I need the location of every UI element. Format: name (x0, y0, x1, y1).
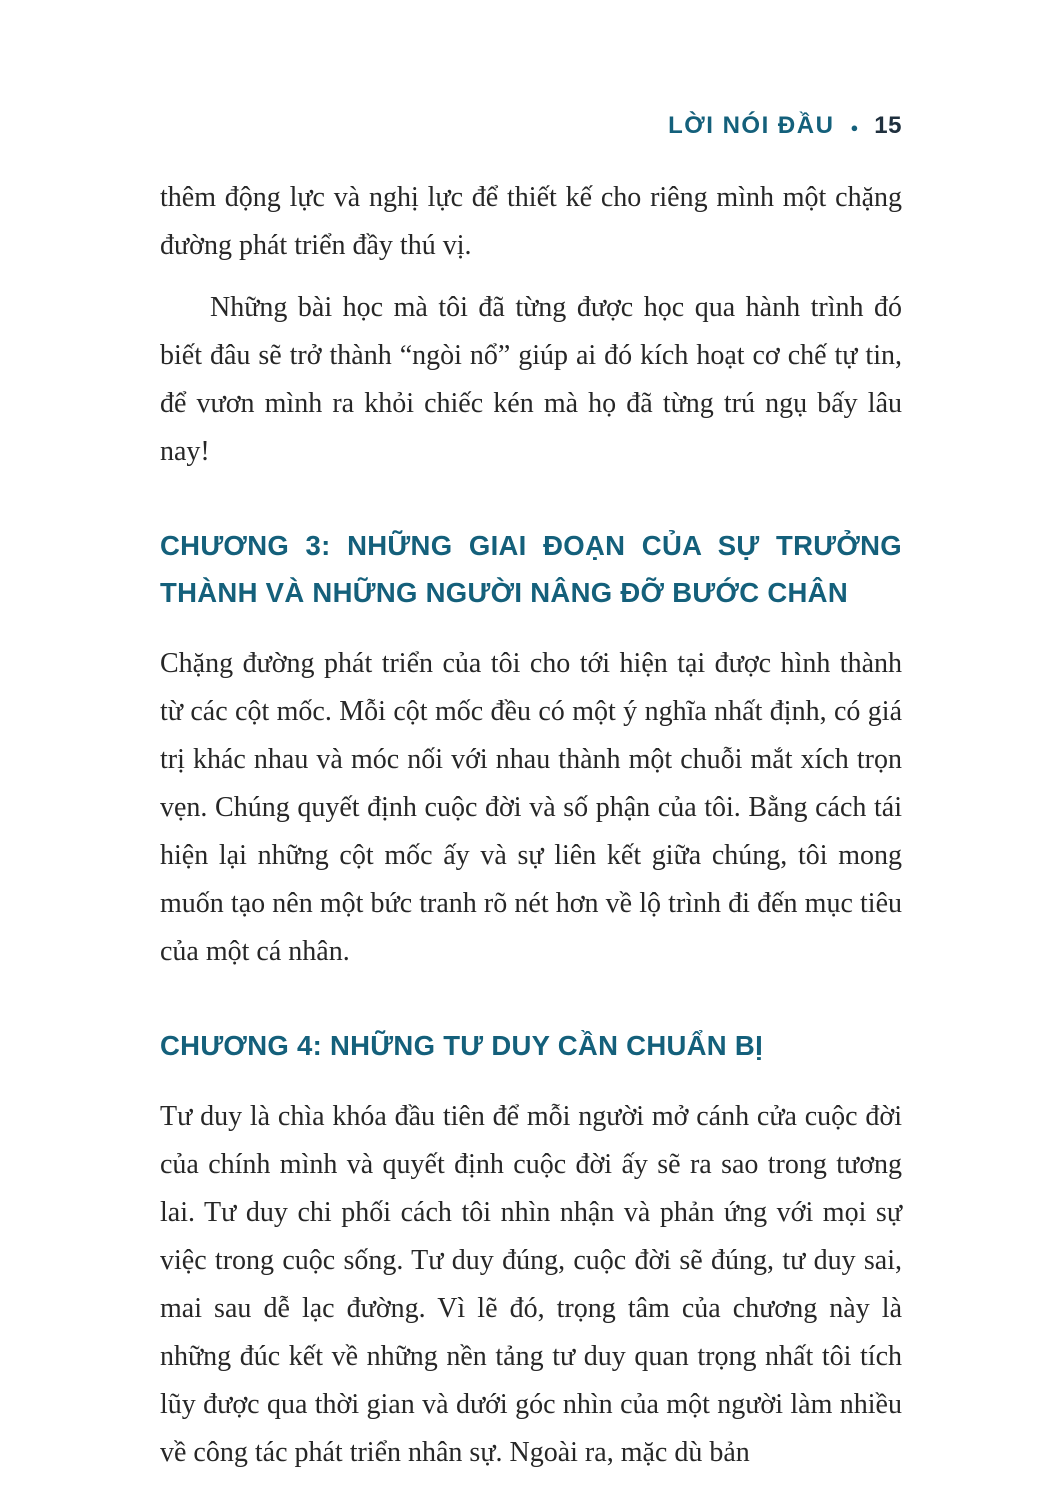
page-body (160, 174, 902, 1477)
running-header (160, 112, 902, 140)
chapter-3-heading: CHƯƠNG 3: NHỮNG GIAI ĐOẠN CỦA SỰ TRƯỞNG THÀNH VÀ NHỮNG NGƯỜI NÂNG ĐỠ BƯỚC CHÂN (160, 530, 902, 608)
paragraph: Tư duy là chìa khóa đầu tiên để mỗi người mở cánh cửa cuộc đời của chính mình và quyết định cuộc đời ấy sẽ ra sao trong tương lai. Tư duy chi phối cách tôi nhìn nhận và phản ứng với mọi sự việc trong cuộc sống. Tư duy đúng, cuộc đời sẽ đúng, tư duy sai, mai sau dễ lạc đường. Vì lẽ đó, trọng tâm của chương này là những đúc kết về những nền tảng tư duy quan trọng nhất tôi tích lũy được qua thời gian và dưới góc nhìn của một người làm nhiều về công tác phát triển nhân sự. Ngoài ra, mặc dù bản (160, 1101, 902, 1468)
paragraph-continuation: thêm động lực và nghị lực để thiết kế cho riêng mình một chặng đường phát triển đầy thú vị. (160, 182, 902, 261)
paragraph: Chặng đường phát triển của tôi cho tới hiện tại được hình thành từ các cột mốc. Mỗi cột mốc đều có một ý nghĩa nhất định, có giá trị khác nhau và móc nối với nhau thành một chuỗi mắt xích trọn vẹn. Chúng quyết định cuộc đời và số phận của tôi. Bằng cách tái hiện lại những cột mốc ấy và sự liên kết giữa chúng, tôi mong muốn tạo nên một bức tranh rõ nét hơn về lộ trình đi đến mục tiêu của một cá nhân. (160, 648, 902, 967)
chapter-4-heading: CHƯƠNG 4: NHỮNG TƯ DUY CẦN CHUẨN BỊ (160, 1030, 764, 1061)
paragraph: Những bài học mà tôi đã từng được học qua hành trình đó biết đâu sẽ trở thành “ngòi nổ” giúp ai đó kích hoạt cơ chế tự tin, để vươn mình ra khỏi chiếc kén mà họ đã từng trú ngụ bấy lâu nay! (160, 292, 902, 467)
header-bullet-icon: ● (850, 119, 859, 135)
header-section-title: LỜI NÓI ĐẦU (668, 112, 835, 139)
page-number: 15 (874, 112, 902, 139)
